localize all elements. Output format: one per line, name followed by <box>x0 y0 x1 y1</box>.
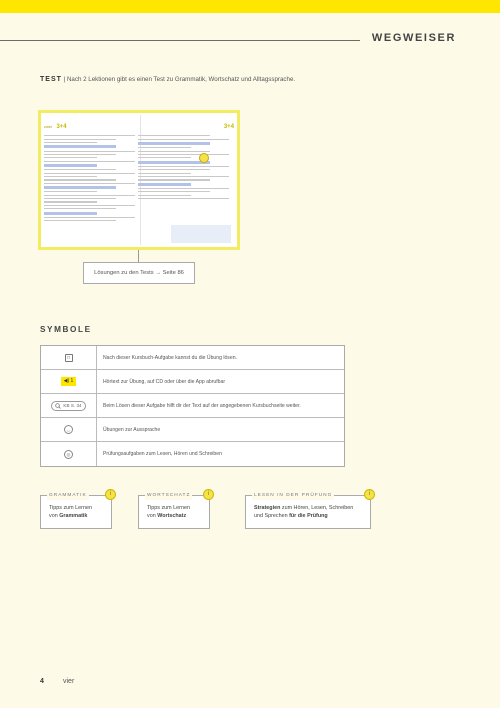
magnifier-reference-icon <box>51 401 85 411</box>
tip-wortschatz <box>138 491 210 529</box>
lightbulb-icon: i <box>105 489 116 500</box>
tip-line: von Wortschatz <box>147 513 187 519</box>
symbol-description: Nach dieser Kursbuch-Aufgabe kannst du die Übung lösen. <box>103 354 237 361</box>
score-box <box>171 225 231 243</box>
thumbnail-left-num: 3+4 <box>56 124 67 130</box>
symbol-description: Hörtext zur Übung, auf CD oder über die App abrufbar <box>103 378 226 385</box>
smiley-icon <box>199 153 209 163</box>
tip-line: von Grammatik <box>49 513 88 519</box>
tip-heading: GRAMMATIK <box>49 493 87 498</box>
symbol-row <box>41 418 344 442</box>
page-number: 4 <box>40 678 44 685</box>
symbol-row <box>41 394 344 418</box>
page-title: WEGWEISER <box>371 32 456 44</box>
tip-heading: LESEN IN DER PRÜFUNG <box>254 493 333 498</box>
exercise-square-icon: □ <box>65 354 73 362</box>
callout-connector <box>138 250 139 262</box>
audio-icon: ◀) 1 <box>61 377 77 386</box>
tip-line: Strategien zum Hören, Lesen, Schreiben <box>254 505 354 511</box>
pronunciation-icon: ◡ <box>64 425 73 434</box>
tip-grammatik <box>40 491 112 529</box>
tip-line: und Sprechen für die Prüfung <box>254 513 328 519</box>
symbols-table <box>40 345 345 467</box>
exam-icon: ◎ <box>64 450 73 459</box>
tip-line: Tipps zum Lernen <box>147 505 190 511</box>
symbol-row <box>41 346 344 370</box>
symbol-row <box>41 442 344 466</box>
symbol-row <box>41 370 344 394</box>
thumbnail-left-tag: zwei <box>44 124 53 129</box>
reference-page-label: KB S. 34 <box>63 403 82 408</box>
symbol-description: Beim Lösen dieser Aufgabe hilft dir der Text auf der angegebenen Kursbuchseite weiter. <box>103 402 301 409</box>
test-label: TEST <box>40 76 62 83</box>
test-intro <box>40 76 470 83</box>
symbols-heading: SYMBOLE <box>40 325 92 334</box>
tip-line: Tipps zum Lernen <box>49 505 92 511</box>
thumbnail-right-num: 3+4 <box>223 124 234 130</box>
symbol-description: Prüfungsaufgaben zum Lesen, Hören und Schreiben <box>103 451 222 457</box>
header-rule <box>0 40 360 41</box>
lightbulb-icon: i <box>364 489 375 500</box>
page-number-word: vier <box>63 678 75 685</box>
solutions-callout: Lösungen zu den Tests → Seite 86 <box>83 262 195 284</box>
lightbulb-icon: i <box>203 489 214 500</box>
test-page-thumbnail <box>38 110 240 250</box>
test-separator: | <box>63 76 66 83</box>
top-color-bar <box>0 0 500 13</box>
tip-heading: WORTSCHATZ <box>147 493 191 498</box>
symbol-description: Übungen zur Aussprache <box>103 426 161 433</box>
thumbnail-left-page <box>44 115 140 245</box>
test-description: Nach 2 Lektionen gibt es einen Test zu Grammatik, Wortschatz und Alltagssprache. <box>66 76 296 83</box>
tip-pruefung <box>245 491 371 529</box>
